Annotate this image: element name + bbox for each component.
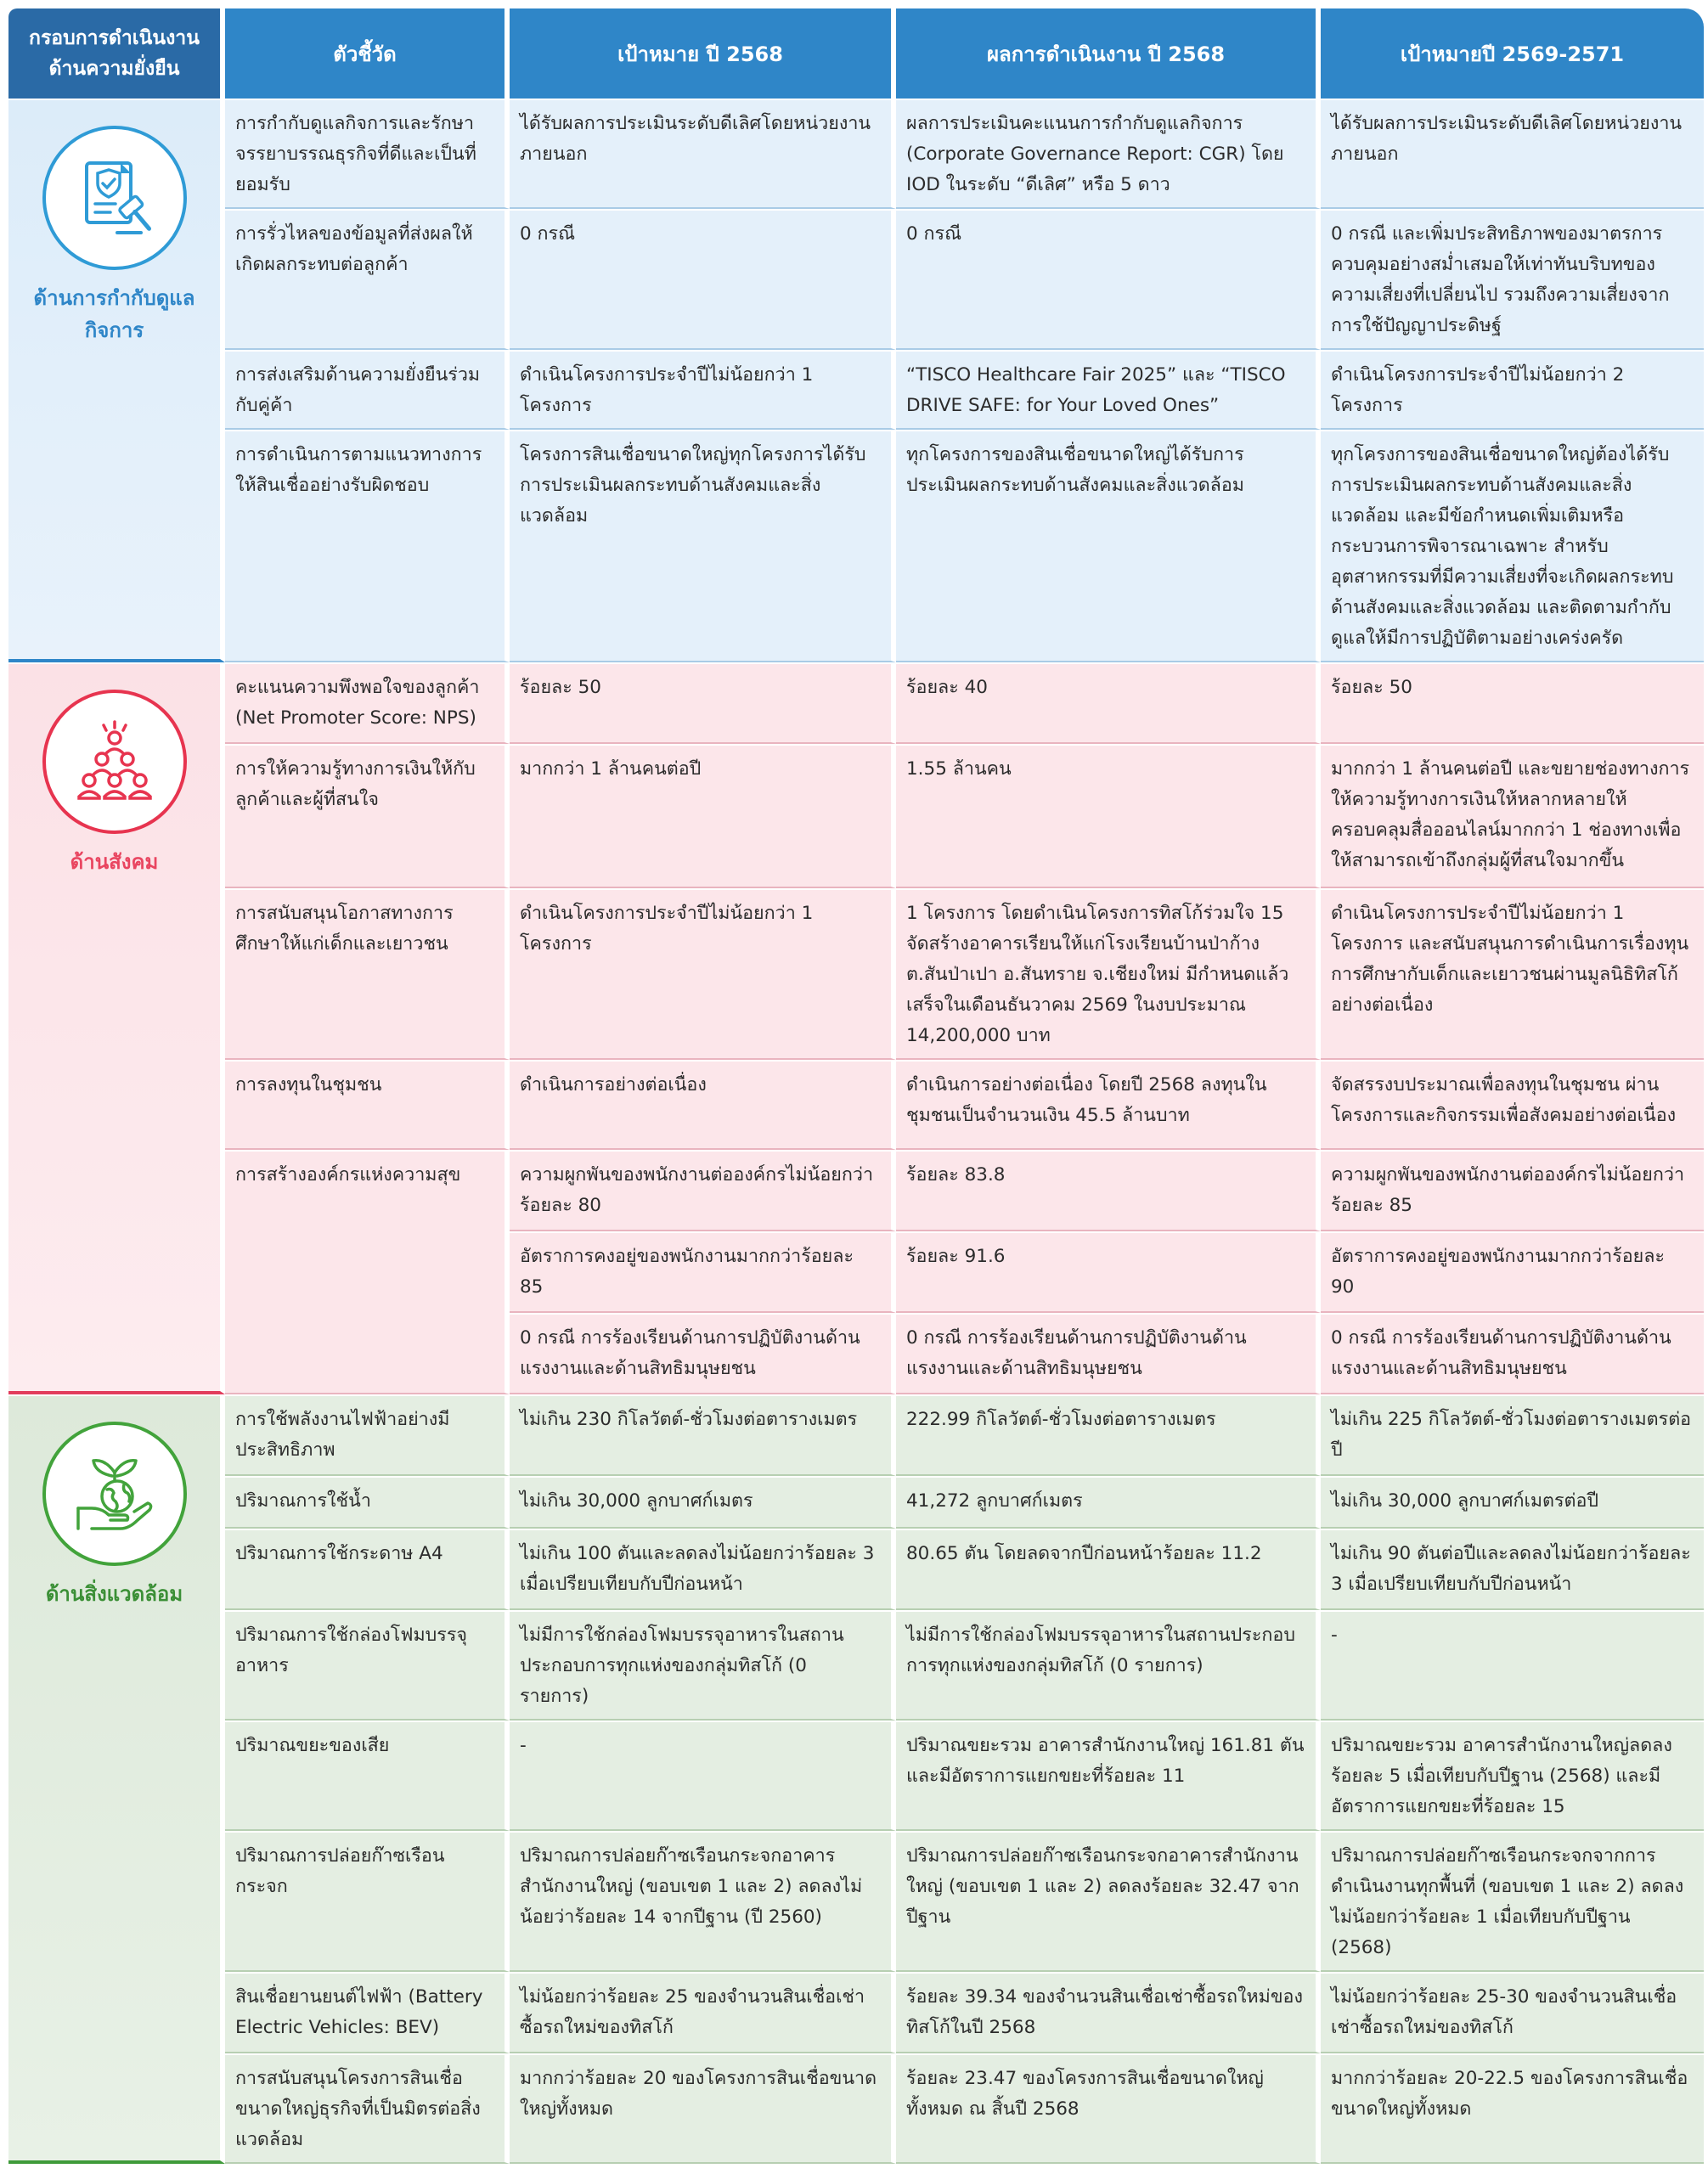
indicator-cell: การสนับสนุนโครงการสินเชื่อขนาดใหญ่ธุรกิจที่เป็นมิตรต่อสิ่งแวดล้อม (225, 2053, 510, 2164)
indicator-cell: การสนับสนุนโอกาสทางการศึกษาให้แก่เด็กและเยาวชน (225, 888, 510, 1060)
result-2568-cell: ผลการประเมินคะแนนการกำกับดูแลกิจการ (Corporate Governance Report: CGR) โดย IOD ในระดับ “ดีเลิศ” หรือ 5 ดาว (896, 99, 1321, 209)
table-row (8, 2053, 1704, 2164)
target-2569-2571-cell: ไม่เกิน 30,000 ลูกบาศก์เมตรต่อปี (1321, 1476, 1704, 1529)
indicator-cell: การส่งเสริมด้านความยั่งยืนร่วมกับคู่ค้า (225, 350, 510, 430)
header-target-2568: เป้าหมาย ปี 2568 (510, 8, 896, 99)
header-framework: กรอบการดำเนินงาน ด้านความยั่งยืน (8, 8, 225, 99)
table-row (8, 1721, 1704, 1831)
target-2569-2571-cell: ปริมาณขยะรวม อาคารสำนักงานใหญ่ลดลงร้อยละ 5 เมื่อเทียบกับปีฐาน (2568) และมีอัตราการแยกขยะที่ร้อยละ 15 (1321, 1721, 1704, 1831)
target-2568-cell: โครงการสินเชื่อขนาดใหญ่ทุกโครงการได้รับการประเมินผลกระทบด้านสังคมและสิ่งแวดล้อม (510, 430, 896, 662)
governance-category-cell (8, 99, 225, 662)
result-2568-cell: 0 กรณี (896, 209, 1321, 350)
target-2569-2571-cell: ไม่เกิน 225 กิโลวัตต์-ชั่วโมงต่อตารางเมตรต่อปี (1321, 1394, 1704, 1476)
result-2568-cell: ปริมาณการปล่อยก๊าซเรือนกระจกอาคารสำนักงานใหญ่ (ขอบเขต 1 และ 2) ลดลงร้อยละ 32.47 จากปีฐาน (896, 1831, 1321, 1972)
social-category-cell (8, 662, 225, 1394)
header-result-2568: ผลการดำเนินงาน ปี 2568 (896, 8, 1321, 99)
target-2568-cell: ดำเนินโครงการประจำปีไม่น้อยกว่า 1 โครงการ (510, 350, 896, 430)
indicator-cell: การใช้พลังงานไฟฟ้าอย่างมีประสิทธิภาพ (225, 1394, 510, 1476)
target-2569-2571-cell: จัดสรรงบประมาณเพื่อลงทุนในชุมชน ผ่านโครงการและกิจกรรมเพื่อสังคมอย่างต่อเนื่อง (1321, 1060, 1704, 1150)
indicator-cell: การดำเนินการตามแนวทางการให้สินเชื่ออย่างรับผิดชอบ (225, 430, 510, 662)
target-2568-cell: ไม่มีการใช้กล่องโฟมบรรจุอาหารในสถานประกอบการทุกแห่งของกลุ่มทิสโก้ (0 รายการ) (510, 1610, 896, 1721)
target-2568-cell: - (510, 1721, 896, 1831)
indicator-cell: การรั่วไหลของข้อมูลที่ส่งผลให้เกิดผลกระทบต่อลูกค้า (225, 209, 510, 350)
table-row (8, 1476, 1704, 1529)
table-row (8, 1150, 1704, 1231)
governance-category-label: ด้านการกำกับดูแลกิจการ (33, 286, 195, 342)
target-2568-cell: ไม่เกิน 30,000 ลูกบาศก์เมตร (510, 1476, 896, 1529)
target-2568-cell: 0 กรณี (510, 209, 896, 350)
social-section (8, 662, 1704, 1394)
table-row (8, 99, 1704, 209)
target-2568-cell: ดำเนินการอย่างต่อเนื่อง (510, 1060, 896, 1150)
table-row (8, 1060, 1704, 1150)
result-2568-cell: ร้อยละ 40 (896, 662, 1321, 744)
table-row (8, 1394, 1704, 1476)
indicator-cell: การสร้างองค์กรแห่งความสุข (225, 1150, 510, 1394)
table-row (8, 350, 1704, 430)
indicator-cell: ปริมาณการใช้กล่องโฟมบรรจุอาหาร (225, 1610, 510, 1721)
target-2569-2571-cell: ดำเนินโครงการประจำปีไม่น้อยกว่า 1 โครงการ และสนับสนุนการดำเนินการเรื่องทุนการศึกษากับเด็กและเยาวชนผ่านมูลนิธิทิสโก้อย่างต่อเนื่อง (1321, 888, 1704, 1060)
governance-section (8, 99, 1704, 662)
result-2568-cell: ไม่มีการใช้กล่องโฟมบรรจุอาหารในสถานประกอบการทุกแห่งของกลุ่มทิสโก้ (0 รายการ) (896, 1610, 1321, 1721)
table-row (8, 888, 1704, 1060)
header-indicator: ตัวชี้วัด (225, 8, 510, 99)
target-2569-2571-cell: ไม่เกิน 90 ตันต่อปีและลดลงไม่น้อยกว่าร้อยละ 3 เมื่อเปรียบเทียบกับปีก่อนหน้า (1321, 1529, 1704, 1610)
target-2569-2571-cell: ร้อยละ 50 (1321, 662, 1704, 744)
table-row (8, 1831, 1704, 1972)
table-row (8, 744, 1704, 888)
table-row (8, 1972, 1704, 2053)
indicator-cell: การให้ความรู้ทางการเงินให้กับลูกค้าและผู้ที่สนใจ (225, 744, 510, 888)
governance-document-gavel-icon (42, 126, 187, 270)
result-2568-cell: 41,272 ลูกบาศก์เมตร (896, 1476, 1321, 1529)
target-2568-cell: ได้รับผลการประเมินระดับดีเลิศโดยหน่วยงานภายนอก (510, 99, 896, 209)
table-header-row (8, 8, 1704, 99)
target-2569-2571-cell: ได้รับผลการประเมินระดับดีเลิศโดยหน่วยงานภายนอก (1321, 99, 1704, 209)
indicator-cell: ปริมาณการปล่อยก๊าซเรือนกระจก (225, 1831, 510, 1972)
indicator-cell: สินเชื่อยานยนต์ไฟฟ้า (Battery Electric Vehicles: BEV) (225, 1972, 510, 2053)
table-row (8, 1529, 1704, 1610)
target-2568-cell: ร้อยละ 50 (510, 662, 896, 744)
target-2569-2571-cell: ทุกโครงการของสินเชื่อขนาดใหญ่ต้องได้รับการประเมินผลกระทบด้านสังคมและสิ่งแวดล้อม และมีข้อกำหนดเพิ่มเติมหรือกระบวนการพิจารณาเฉพาะ สำหรับอุตสาหกรรมที่มีความเสี่ยงที่จะเกิดผลกระทบด้านสังคมและสิ่งแวดล้อม และติดตามกำกับดูแลให้มีการปฏิบัติตามอย่างเคร่งครัด (1321, 430, 1704, 662)
target-2569-2571-cell: ไม่น้อยกว่าร้อยละ 25-30 ของจำนวนสินเชื่อเช่าซื้อรถใหม่ของทิสโก้ (1321, 1972, 1704, 2053)
result-2568-cell: 0 กรณี การร้องเรียนด้านการปฏิบัติงานด้านแรงงานและด้านสิทธิมนุษยชน (896, 1313, 1321, 1394)
target-2569-2571-cell: ปริมาณการปล่อยก๊าซเรือนกระจกจากการดำเนินงานทุกพื้นที่ (ขอบเขต 1 และ 2) ลดลงไม่น้อยกว่าร้อยละ 1 เมื่อเทียบกับปีฐาน (2568) (1321, 1831, 1704, 1972)
social-people-group-icon (42, 690, 187, 834)
environment-category-cell (8, 1394, 225, 2164)
result-2568-cell: ปริมาณขยะรวม อาคารสำนักงานใหญ่ 161.81 ตัน และมีอัตราการแยกขยะที่ร้อยละ 11 (896, 1721, 1321, 1831)
target-2569-2571-cell: มากกว่า 1 ล้านคนต่อปี และขยายช่องทางการให้ความรู้ทางการเงินให้หลากหลายให้ครอบคลุมสื่อออนไลน์มากกว่า 1 ช่องทางเพื่อให้สามารถเข้าถึงกลุ่มผู้ที่สนใจมากขึ้น (1321, 744, 1704, 888)
target-2569-2571-cell: 0 กรณี การร้องเรียนด้านการปฏิบัติงานด้านแรงงานและด้านสิทธิมนุษยชน (1321, 1313, 1704, 1394)
result-2568-cell: “TISCO Healthcare Fair 2025” และ “TISCO DRIVE SAFE: for Your Loved Ones” (896, 350, 1321, 430)
indicator-cell: การลงทุนในชุมชน (225, 1060, 510, 1150)
target-2568-cell: มากกว่าร้อยละ 20 ของโครงการสินเชื่อขนาดใหญ่ทั้งหมด (510, 2053, 896, 2164)
result-2568-cell: 222.99 กิโลวัตต์-ชั่วโมงต่อตารางเมตร (896, 1394, 1321, 1476)
indicator-cell: ปริมาณการใช้น้ำ (225, 1476, 510, 1529)
target-2568-cell: ไม่เกิน 230 กิโลวัตต์-ชั่วโมงต่อตารางเมตร (510, 1394, 896, 1476)
sustainability-framework-table-container (8, 8, 1704, 2172)
sustainability-framework-table (8, 8, 1704, 2164)
result-2568-cell: ดำเนินการอย่างต่อเนื่อง โดยปี 2568 ลงทุนในชุมชนเป็นจำนวนเงิน 45.5 ล้านบาท (896, 1060, 1321, 1150)
table-row (8, 209, 1704, 350)
indicator-cell: ปริมาณขยะของเสีย (225, 1721, 510, 1831)
target-2569-2571-cell: ดำเนินโครงการประจำปีไม่น้อยกว่า 2 โครงการ (1321, 350, 1704, 430)
target-2569-2571-cell: ความผูกพันของพนักงานต่อองค์กรไม่น้อยกว่าร้อยละ 85 (1321, 1150, 1704, 1231)
indicator-cell: ปริมาณการใช้กระดาษ A4 (225, 1529, 510, 1610)
table-row (8, 1610, 1704, 1721)
target-2569-2571-cell: 0 กรณี และเพิ่มประสิทธิภาพของมาตรการควบคุมอย่างสม่ำเสมอให้เท่าทันบริบทของความเสี่ยงที่เปลี่ยนไป รวมถึงความเสี่ยงจากการใช้ปัญญาประดิษฐ์ (1321, 209, 1704, 350)
target-2569-2571-cell: อัตราการคงอยู่ของพนักงานมากกว่าร้อยละ 90 (1321, 1231, 1704, 1313)
result-2568-cell: 80.65 ตัน โดยลดจากปีก่อนหน้าร้อยละ 11.2 (896, 1529, 1321, 1610)
target-2568-cell: 0 กรณี การร้องเรียนด้านการปฏิบัติงานด้านแรงงานและด้านสิทธิมนุษยชน (510, 1313, 896, 1394)
result-2568-cell: ร้อยละ 91.6 (896, 1231, 1321, 1313)
indicator-cell: การกำกับดูแลกิจการและรักษาจรรยาบรรณธุรกิจที่ดีและเป็นที่ยอมรับ (225, 99, 510, 209)
result-2568-cell: ร้อยละ 39.34 ของจำนวนสินเชื่อเช่าซื้อรถใหม่ของทิสโก้ในปี 2568 (896, 1972, 1321, 2053)
result-2568-cell: ทุกโครงการของสินเชื่อขนาดใหญ่ได้รับการประเมินผลกระทบด้านสังคมและสิ่งแวดล้อม (896, 430, 1321, 662)
target-2568-cell: ปริมาณการปล่อยก๊าซเรือนกระจกอาคารสำนักงานใหญ่ (ขอบเขต 1 และ 2) ลดลงไม่น้อยว่าร้อยละ 14 จากปีฐาน (ปี 2560) (510, 1831, 896, 1972)
target-2568-cell: ความผูกพันของพนักงานต่อองค์กรไม่น้อยกว่าร้อยละ 80 (510, 1150, 896, 1231)
environment-hand-globe-plant-icon (42, 1422, 187, 1566)
target-2569-2571-cell: - (1321, 1610, 1704, 1721)
target-2568-cell: ไม่เกิน 100 ตันและลดลงไม่น้อยกว่าร้อยละ 3 เมื่อเปรียบเทียบกับปีก่อนหน้า (510, 1529, 896, 1610)
table-row (8, 430, 1704, 662)
indicator-cell: คะแนนความพึงพอใจของลูกค้า (Net Promoter Score: NPS) (225, 662, 510, 744)
target-2568-cell: มากกว่า 1 ล้านคนต่อปี (510, 744, 896, 888)
target-2568-cell: อัตราการคงอยู่ของพนักงานมากกว่าร้อยละ 85 (510, 1231, 896, 1313)
result-2568-cell: ร้อยละ 83.8 (896, 1150, 1321, 1231)
result-2568-cell: ร้อยละ 23.47 ของโครงการสินเชื่อขนาดใหญ่ทั้งหมด ณ สิ้นปี 2568 (896, 2053, 1321, 2164)
environment-category-label: ด้านสิ่งแวดล้อม (45, 1582, 183, 1606)
target-2569-2571-cell: มากกว่าร้อยละ 20-22.5 ของโครงการสินเชื่อขนาดใหญ่ทั้งหมด (1321, 2053, 1704, 2164)
result-2568-cell: 1 โครงการ โดยดำเนินโครงการทิสโก้ร่วมใจ 15 จัดสร้างอาคารเรียนให้แก่โรงเรียนบ้านป่าก้าง ต.สันป่าเปา อ.สันทราย จ.เชียงใหม่ มีกำหนดแล้วเสร็จในเดือนธันวาคม 2569 ในงบประมาณ 14,200,000 บาท (896, 888, 1321, 1060)
table-row (8, 662, 1704, 744)
header-target-2569-2571: เป้าหมายปี 2569-2571 (1321, 8, 1704, 99)
target-2568-cell: ดำเนินโครงการประจำปีไม่น้อยกว่า 1 โครงการ (510, 888, 896, 1060)
environment-section (8, 1394, 1704, 2164)
target-2568-cell: ไม่น้อยกว่าร้อยละ 25 ของจำนวนสินเชื่อเช่าซื้อรถใหม่ของทิสโก้ (510, 1972, 896, 2053)
social-category-label: ด้านสังคม (70, 850, 159, 874)
result-2568-cell: 1.55 ล้านคน (896, 744, 1321, 888)
